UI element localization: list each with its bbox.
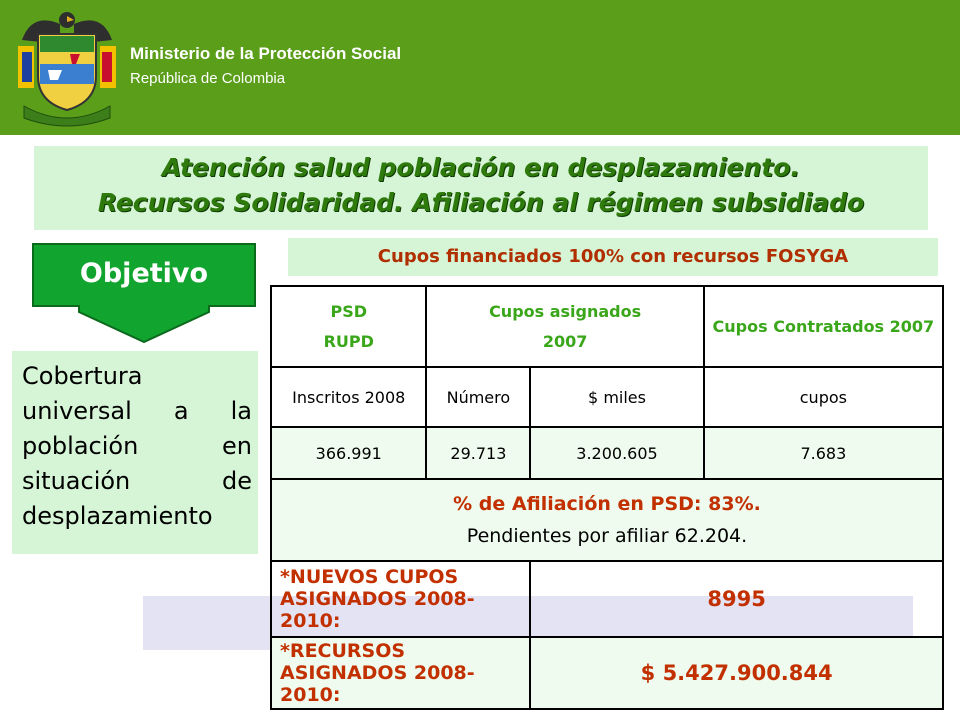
affiliation-percentage: % de Afiliación en PSD: 83%. — [453, 493, 761, 515]
table-row — [271, 427, 943, 479]
table-row — [271, 561, 943, 637]
table-row — [271, 367, 943, 427]
objective-arrow — [31, 242, 257, 344]
title-line-2: Recursos Solidaridad. Afiliación al régimen subsidiado — [97, 188, 865, 217]
pending-affiliation: Pendientes por afiliar 62.204. — [466, 525, 748, 547]
table-cell: Número — [426, 367, 530, 427]
table-cell: 3.200.605 — [530, 427, 703, 479]
table-row — [271, 479, 943, 561]
affiliation-cell — [271, 479, 943, 561]
table-cell: cupos — [704, 367, 943, 427]
subtitle-box — [288, 238, 938, 276]
subtitle: Cupos financiados 100% con recursos FOSYGA — [377, 246, 849, 267]
coat-of-arms-icon — [14, 6, 120, 130]
objective-description-box — [12, 351, 258, 554]
title-line-1: Atención salud población en desplazamiento. — [162, 153, 800, 182]
new-cupos-value: 8995 — [530, 561, 943, 637]
ministry-name: Ministerio de la Protección Social — [130, 44, 402, 63]
header-contracted: Cupos Contratados 2007 — [704, 286, 943, 367]
table-cell: $ miles — [530, 367, 703, 427]
table-cell: 366.991 — [271, 427, 426, 479]
slide-title — [34, 146, 928, 230]
resources-value: $ 5.427.900.844 — [530, 637, 943, 709]
table-cell: Inscritos 2008 — [271, 367, 426, 427]
objective-label: Objetivo — [79, 258, 209, 289]
table-row — [271, 286, 943, 367]
cupos-table — [270, 285, 944, 710]
table-row — [271, 637, 943, 709]
republic-name: República de Colombia — [130, 70, 286, 87]
objective-description: Cobertura universal a la población en situación de desplazamiento — [22, 362, 252, 530]
table-cell: 29.713 — [426, 427, 530, 479]
table-cell: 7.683 — [704, 427, 943, 479]
header-bar — [0, 0, 960, 135]
resources-label: *RECURSOS ASIGNADOS 2008-2010: — [271, 637, 530, 709]
header-psd: PSD RUPD — [271, 286, 426, 367]
header-assigned: Cupos asignados 2007 — [426, 286, 703, 367]
new-cupos-label: *NUEVOS CUPOS ASIGNADOS 2008-2010: — [271, 561, 530, 637]
